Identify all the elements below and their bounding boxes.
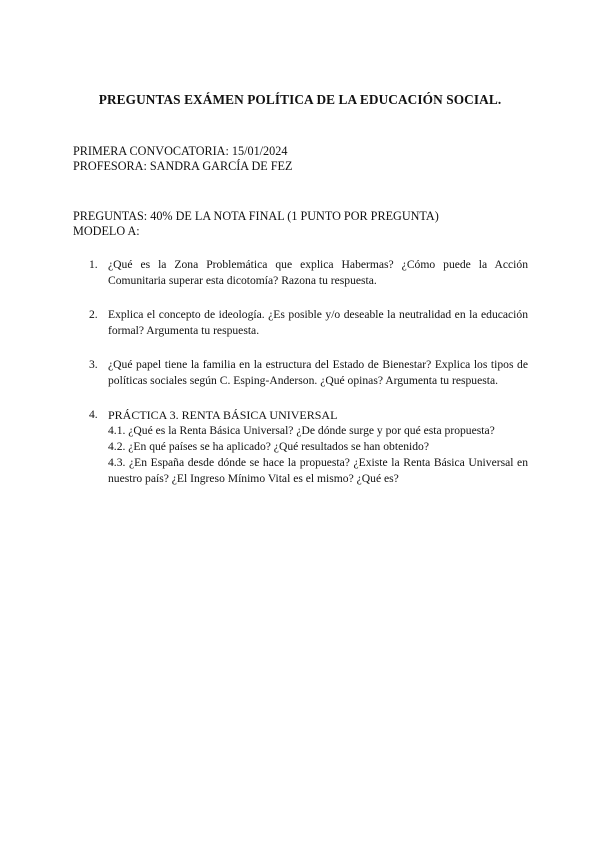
question-number: 2. (89, 308, 98, 321)
question-number: 1. (89, 258, 98, 271)
question-number: 3. (89, 358, 98, 371)
profesora-line: PROFESORA: SANDRA GARCÍA DE FEZ (73, 159, 293, 173)
document-title: PREGUNTAS EXÁMEN POLÍTICA DE LA EDUCACIÓN SOCIAL. (98, 92, 502, 107)
convocatoria-line: PRIMERA CONVOCATORIA: 15/01/2024 (73, 144, 288, 158)
subquestion-text: 4.2. ¿En qué países se ha aplicado? ¿Qué resultados se han obtenido? (108, 440, 429, 453)
question-item (73, 357, 528, 389)
question-item (73, 257, 528, 289)
subquestion-text: 4.3. ¿En España desde dónde se hace la propuesta? ¿Existe la Renta Básica Universal en nuestro país? ¿El Ingreso Mínimo Vital es el mismo? ¿Qué es? (108, 456, 528, 485)
grading-info-block (73, 209, 439, 239)
question-item (73, 307, 528, 339)
question-list (73, 257, 528, 487)
preguntas-info-line: PREGUNTAS: 40% DE LA NOTA FINAL (1 PUNTO POR PREGUNTA) (73, 209, 439, 223)
question-title: PRÁCTICA 3. RENTA BÁSICA UNIVERSAL (108, 408, 338, 422)
subquestion-text: 4.1. ¿Qué es la Renta Básica Universal? ¿De dónde surge y por qué esta propuesta? (108, 424, 495, 437)
question-item (73, 407, 528, 487)
question-text: Explica el concepto de ideología. ¿Es posible y/o deseable la neutralidad en la educación formal? Argumenta tu respuesta. (108, 308, 528, 337)
question-number: 4. (89, 408, 98, 421)
question-text: ¿Qué papel tiene la familia en la estructura del Estado de Bienestar? Explica los tipos de políticas sociales según C. Esping-Anderson. ¿Qué opinas? Argumenta tu respuesta. (108, 358, 528, 387)
exam-info-block (73, 144, 292, 174)
question-text: ¿Qué es la Zona Problemática que explica Habermas? ¿Cómo puede la Acción Comunitaria superar esta dicotomía? Razona tu respuesta. (108, 258, 528, 287)
modelo-line: MODELO A: (73, 224, 140, 238)
